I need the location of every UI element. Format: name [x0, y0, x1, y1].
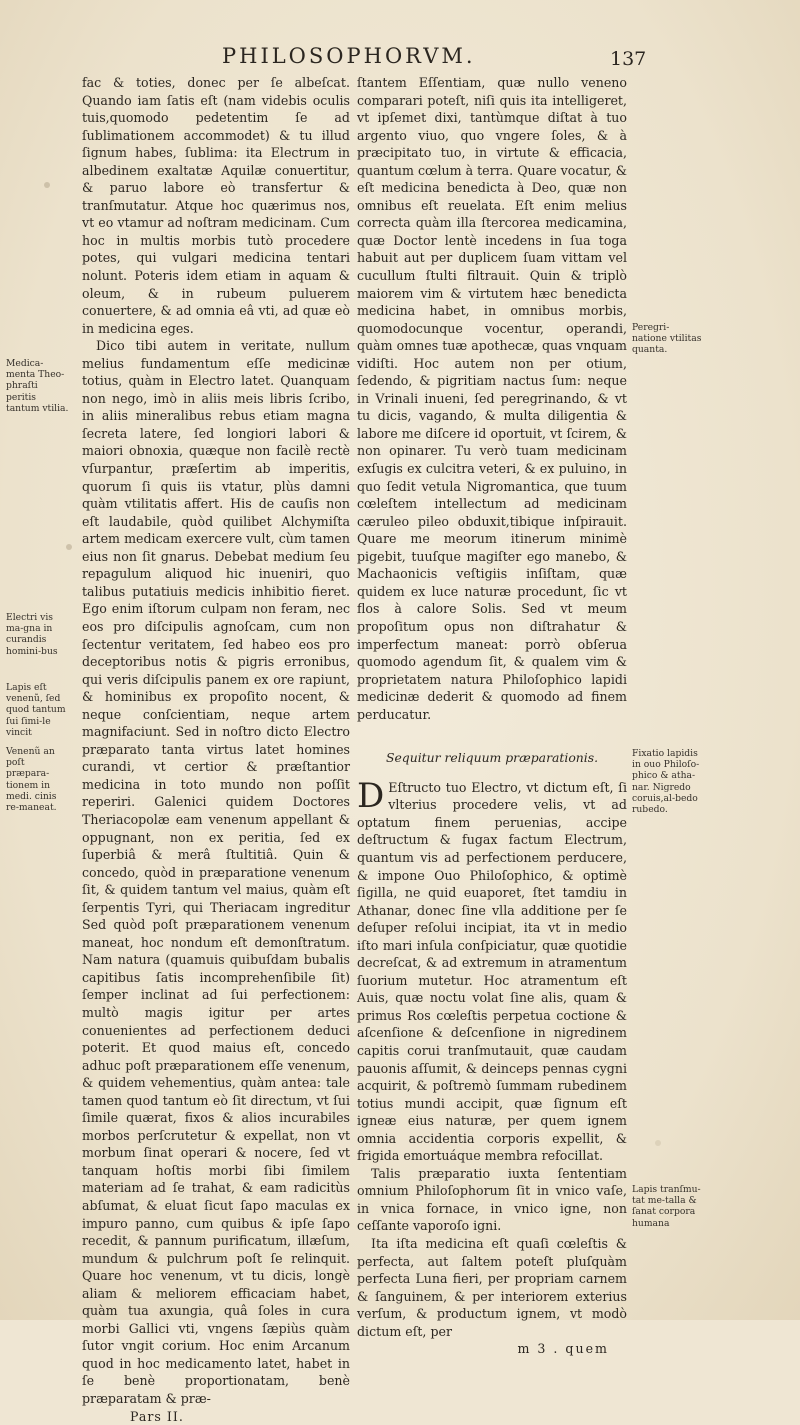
- section-subheading: Sequitur reliquum præparationis.: [385, 750, 599, 766]
- margin-note-left-2: Electri vis ma-gna in curandis homini-bus: [6, 612, 58, 657]
- margin-note-right-1: Peregri-natione vtilitas quanta.: [632, 322, 702, 356]
- right-text-column: [357, 74, 627, 1358]
- drop-capital: D: [357, 775, 385, 816]
- page-number: 137: [610, 48, 647, 70]
- signature-catchline: Pars II.: [130, 1408, 184, 1424]
- running-head-title: PHILOSOPHORVM.: [222, 44, 476, 68]
- paper-stain: [44, 182, 50, 188]
- left-text-column: [82, 74, 350, 1425]
- paper-stain: [66, 544, 72, 550]
- margin-note-left-1: Medica-menta Theo-phraſti peritis tantum vtilia.: [6, 358, 69, 414]
- right-paragraph-2-text: Eſtructo tuo Electro, vt dictum eſt, ſi vlterius procedere velis, vt ad optatum finem peruenias, accipe deſtructum & fugax factum Electrum, quantum vis ad perfectionem perducere, & impone Ouo Philoſophico, & optimè ſigilla, ne quid euaporet, ſtet tamdiu in Athanar, donec ſine vlla additione per ſe deſuper reſolui incipiat, ita vt in medio iſto mari inſula conſpiciatur, quæ quotidie decreſcat, & ad extremum in atramentum ſuorium mutetur. Hoc atramentum eſt Auis, quæ noctu volat ſine alis, quam & primus Ros cœleſtis perpetua coctione & aſcenſione & deſcenſione in nigredinem capitis corui tranſmutauit, quæ caudam pauonis aſſumit, & deinceps pennas cygni acquirit, & poſtremò ſummam rubedinem totius mundi accipit, quæ ſignum eſt igneæ eius naturæ, per quem ignem omnia accidentia corporis expellit, & frigida emortuáque membra refocillat.: [357, 779, 627, 1164]
- catchword: m 3 . quem: [517, 1341, 609, 1357]
- right-paragraph-2: [357, 775, 627, 1165]
- right-paragraph-4: Ita iſta medicina eſt quaſi cœleſtis & perfecta, aut ſaltem poteſt pluſquàm perfecta Luna fieri, per propriam carnem & ſanguinem, & per interiorem exterius verſum, & productum ignem, vt modò dictum eſt, per: [357, 1236, 627, 1339]
- right-paragraph-1: ſtantem Eſſentiam, quæ nullo veneno comparari poteſt, niſi quis ita intelligeret, vt ipſemet dixi, tantùmque diſtat à tuo argento viuo, quo vngere ſoles, & à præcipitato tuo, in virtute & efficacia, quantum cœlum à terra. Quare vocatur, & eſt medicina benedicta à Deo, quæ non omnibus eſt reuelata. Eſt enim melius correcta quàm illa ſtercorea medicamina, quæ Doctor lentè incedens in ſua toga habuit aut per duplicem ſuam vittam vel cucullum ſtulti filtrauit. Quin & triplò maiorem vim & virtutem hæc benedicta medicina habet, in omnibus morbis, quomodocunque vocentur, operandi, quàm omnes tuæ apothecæ, quas vnquam vidiſti. Hoc autem non per otium, ſedendo, & pigritiam nactus ſum: neque in Vrinali inueni, ſed peregrinando, & vt tu dicis, vagando, & multa diligentia & labore me diſcere id oportuit, vt ſcirem, & non opinarer. Tu verò tuam medicinam exſugis ex culcitra veteri, & ex puluino, in quo ſedit vetula Nigromantica, que tuum cœleſtem intellectum ad medicinam cæruleo pileo obduxit,tibique inſpirauit. Quare me meorum itinerum minimè pigebit, tuuſque magiſter ego manebo, & Machaonicis veſtigiis inſiſtam, quæ quidem ex luce naturæ procedunt, ſic vt flos à calore Solis. Sed vt meum propoſitum opus non diſtrahatur & imperfectum maneat: porrò obſerua quomodo agendum ſit, & qualem vim & proprietatem natura Philoſophico lapidi medicinæ dederit & quomodo ad finem perducatur.: [357, 75, 627, 722]
- margin-note-left-4: Venenũ an poſt præpara-tionem in medi. cinis re-maneat.: [6, 746, 57, 814]
- right-paragraph-3: Talis præparatio iuxta ſententiam omnium Philoſophorum ſit in vnico vaſe, in vnica fornace, in vnico igne, non ceſſante vaporoſo igni.: [357, 1165, 627, 1234]
- left-paragraph-2: Dico tibi autem in veritate, nullum melius fundamentum eſſe medicinæ totius, quàm in Electro latet. Quanquam non nego, imò in aliis meis libris ſcribo, in aliis mineralibus rebus etiam magna ſecreta latere, ſed longiori labori & maiori obnoxia, quæque non facilè rectè vſurpantur, præſertim ab imperitis, quorum ſi quis iis vtatur, plùs damni quàm vtilitatis affert. His de cauſis non eſt laudabile, quòd quilibet Alchymiſta artem medicam exercere vult, cùm tamen eius non ſit gnarus. Debebat medium ſeu repagulum aliquod hic inueniri, quo talibus putatiuis medicis inhibitio fieret. Ego enim iſtorum culpam non feram, nec eos pro diſcipulis agnoſcam, cum non ſectentur veritatem, ſed habeo eos pro deceptoribus notis & pigris erronibus, qui veris diſcipulis panem ex ore rapiunt, & hominibus ex propoſito nocent, & neque conſcientiam, neque artem magnifaciunt. Sed in noſtro dicto Electro præparato tanta virtus latet homines curandi, vt certior & præſtantior medicina in toto mundo non poſſit reperiri. Galenici quidem Doctores Theriacopolæ eam venenum appellant & oppugnant, non ex peritia, ſed ex ſuperbiâ & merâ ſtultitiâ. Quin & concedo, quòd in præparatione venenum ſit, & quidem tantum vel maius, quàm eſt ſerpentis Tyri, qui Theriacam ingreditur Sed quòd poſt præparationem venenum maneat, hoc nondum eſt demonſtratum. Nam natura (quamuis quibuſdam bubalis capitibus ſatis incomprehenſibile ſit) ſemper inclinat ad ſui perfectionem: multò magis igitur per artes conuenientes ad perfectionem deduci poterit. Et quod maius eſt, concedo adhuc poſt præparationem eſſe venenum, & quidem vehementius, quàm antea: tale tamen quod tantum eò ſit directum, vt ſui ſimile quærat, fixos & alios incurabiles morbos perſcrutetur & expellat, non vt morbum ſinat operari & nocere, ſed vt tanquam hoſtis morbi ſibi ſimilem materiam ad ſe trahat, & eam radicitùs abſumat, & eluat ſicut ſapo maculas ex impuro panno, cum quibus & ipſe ſapo recedit, & pannum purificatum, illæſum, mundum & pulchrum poſt ſe relinquit. Quare hoc venenum, vt tu dicis, longè aliam & meliorem efficaciam habet, quàm tua axungia, quâ ſoles in cura morbi Gallici vti, vngens ſæpiùs quàm ſutor vngit corium. Hoc enim Arcanum quod in hoc medicamento latet, habet in ſe benè proportionatam, benè præparatam & præ-: [82, 338, 350, 1407]
- left-paragraph-1: fac & toties, donec per ſe albeſcat. Quando iam ſatis eſt (nam videbis oculis tuis,quomodo pedetentim ſe ad ſublimationem accommodet) & tu illud ſignum habes, ſublima: ita Electrum in albedinem exaltatæ Aquilæ conuertitur, & paruo labore eò transfertur & tranſmutatur. Atque hoc quærimus nos, vt eo vtamur ad noſtram medicinam. Cum hoc in multis morbis tutò procedere potes, qui vulgari medicina tentari nolunt. Poteris idem etiam in aquam & oleum, & in rubeum puluerem conuertere, & ad omnia eâ vti, ad quæ eò in medicina eges.: [82, 75, 350, 336]
- margin-note-right-3: Lapis tranſmu-tat me-talla & ſanat corpora humana: [632, 1184, 701, 1229]
- margin-note-left-3: Lapis eſt venenũ, ſed quod tantum ſui ſimi-le vincit: [6, 682, 66, 738]
- paper-stain: [655, 1140, 661, 1146]
- margin-note-right-2: Fixatio lapidis in ouo Philoſo-phico & atha-nar. Nigredo coruis,al-bedo rubedo.: [632, 748, 700, 816]
